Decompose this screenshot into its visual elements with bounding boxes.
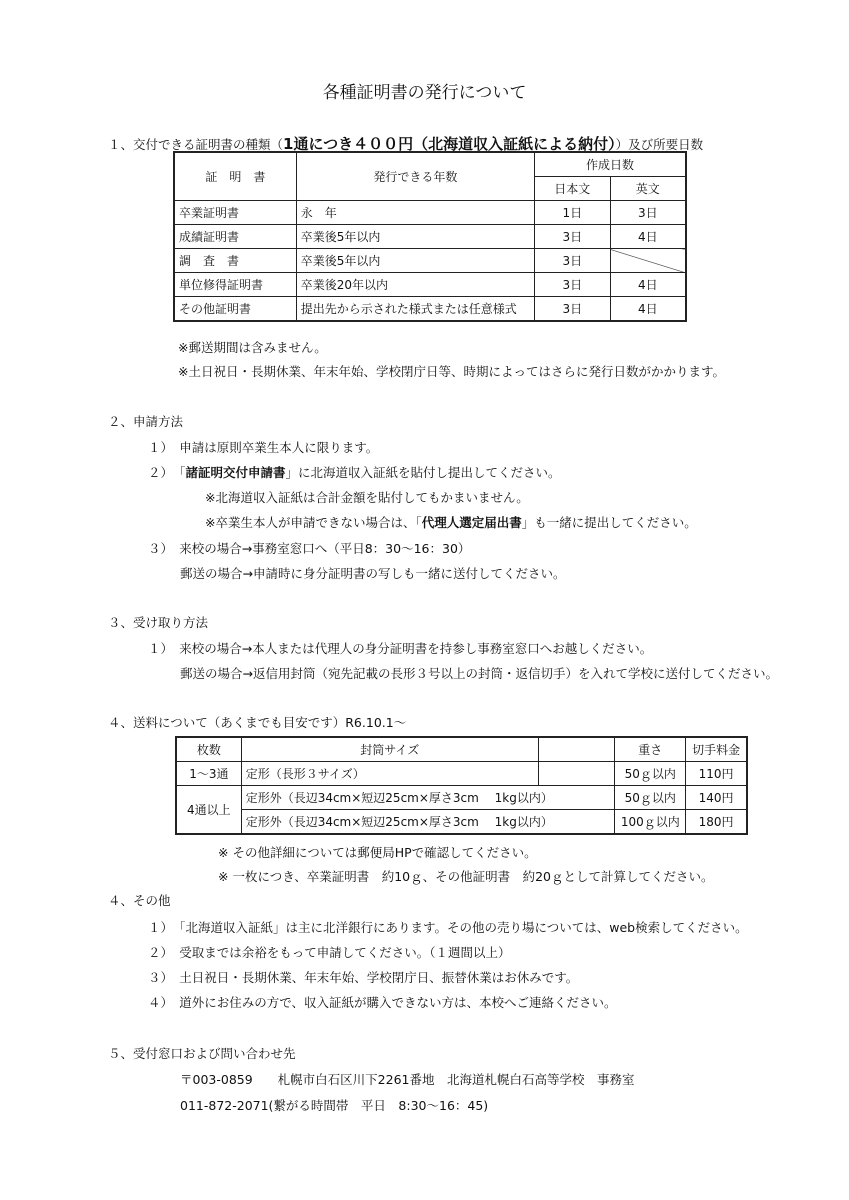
table-row <box>174 273 686 297</box>
note-shipping-excluded: ※郵送期間は含みません。 <box>178 340 327 355</box>
cert-days-en-na <box>610 249 686 273</box>
cert-years: 永 年 <box>296 201 534 225</box>
postage-table <box>175 736 748 835</box>
cert-name: 調 査 書 <box>174 249 296 273</box>
table-row <box>174 201 686 225</box>
table-row <box>174 249 686 273</box>
header-count: 枚数 <box>176 737 241 762</box>
cert-days-jp: 3日 <box>535 249 610 273</box>
count-cell: 4通以上 <box>176 786 241 835</box>
cert-name: 単位修得証明書 <box>174 273 296 297</box>
section-4-heading: ４、送料について（あくまでも目安です）R6.10.1～ <box>108 715 407 730</box>
weight-cell: 50ｇ以内 <box>615 786 686 810</box>
cert-years: 卒業後5年以内 <box>296 249 534 273</box>
note-holidays: ※土日祝日・長期休業、年末年始、学校閉庁日等、時期によってはさらに発行日数がかかります。 <box>178 364 725 379</box>
apply-note-2-post: 」も一緒に提出してください。 <box>521 515 697 530</box>
apply-item-1: １） 申請は原則卒業生本人に限ります。 <box>148 440 379 455</box>
cert-days-en: 4日 <box>610 225 686 249</box>
certificate-table <box>173 151 687 322</box>
apply-item-2-post: 」に北海道収入証紙を貼付し提出してください。 <box>285 465 561 480</box>
cert-name: 成績証明書 <box>174 225 296 249</box>
section-1-prefix: １、交付できる証明書の種類（ <box>108 137 284 152</box>
fee-cell: 180円 <box>686 810 747 835</box>
other-item-4: ４） 道外にお住みの方で、収入証紙が購入できない方は、本校へご連絡ください。 <box>148 995 617 1010</box>
header-certificate: 証 明 書 <box>174 152 296 201</box>
cert-days-jp: 1日 <box>535 201 610 225</box>
cert-years: 卒業後20年以内 <box>296 273 534 297</box>
size-cell: 定形外（長辺34cm×短辺25cm×厚さ3cm 1kg以内） <box>241 810 615 835</box>
cert-years: 卒業後5年以内 <box>296 225 534 249</box>
table-row <box>176 810 747 835</box>
section-3-heading: ３、受け取り方法 <box>108 615 209 630</box>
application-form-name: 諸証明交付申請書 <box>185 465 286 480</box>
section-other-heading: ４、その他 <box>108 893 171 908</box>
contact-address: 〒003-0859 札幌市白石区川下2261番地 北海道札幌白石高等学校 事務室 <box>180 1072 635 1087</box>
apply-note-2-pre: ※卒業生本人が申請できない場合は、「 <box>205 515 422 530</box>
weight-cell: 50ｇ以内 <box>615 762 686 786</box>
apply-note-2 <box>205 513 697 531</box>
apply-item-2 <box>148 463 561 481</box>
section-2-heading: ２、申請方法 <box>108 414 184 429</box>
fee-text: 1通につき４００円（北海道収入証紙による納付） <box>283 135 616 153</box>
count-cell: 1～3通 <box>176 762 241 786</box>
header-blank <box>538 737 615 762</box>
fee-cell: 110円 <box>686 762 747 786</box>
cert-name: その他証明書 <box>174 297 296 322</box>
size-cell: 定形（長形３サイズ） <box>241 762 538 786</box>
contact-phone: 011-872-2071(繋がる時間帯 平日 8:30～16：45) <box>180 1098 489 1113</box>
weight-cell: 100ｇ以内 <box>615 810 686 835</box>
table-row <box>176 762 747 786</box>
header-stamp-fee: 切手料金 <box>686 737 747 762</box>
page-title: 各種証明書の発行について <box>322 83 527 103</box>
header-days: 作成日数 <box>535 152 686 177</box>
apply-item-3b: 郵送の場合→申請時に身分証明書の写しも一緒に送付してください。 <box>180 566 566 581</box>
cert-years: 提出先から示された様式または任意様式 <box>296 297 534 322</box>
cert-days-jp: 3日 <box>535 225 610 249</box>
fee-cell: 140円 <box>686 786 747 810</box>
header-english: 英文 <box>610 177 686 201</box>
other-item-3: ３） 土日祝日・長期休業、年末年始、学校閉庁日、振替休業はお休みです。 <box>148 970 579 985</box>
section-5-heading: ５、受付窓口および問い合わせ先 <box>108 1046 296 1061</box>
section-1-suffix: ）及び所要日数 <box>615 137 704 152</box>
apply-note-1: ※北海道収入証紙は合計金額を貼付してもかまいません。 <box>205 490 529 505</box>
size-cell: 定形外（長辺34cm×短辺25cm×厚さ3cm 1kg以内） <box>241 786 615 810</box>
cert-days-en: 3日 <box>610 201 686 225</box>
postage-note-2: ※ 一枚につき、卒業証明書 約10ｇ、その他証明書 約20ｇとして計算してください。 <box>218 869 714 884</box>
apply-item-2-pre: ２） 「 <box>148 465 186 480</box>
table-row <box>176 786 747 810</box>
cert-days-en: 4日 <box>610 273 686 297</box>
blank-cell <box>538 762 615 786</box>
receive-item-1: １） 来校の場合→本人または代理人の身分証明書を持参し事務室窓口へお越しください。 <box>148 641 653 656</box>
table-row <box>174 297 686 322</box>
cert-name: 卒業証明書 <box>174 201 296 225</box>
header-japanese: 日本文 <box>535 177 610 201</box>
cert-days-jp: 3日 <box>535 297 610 322</box>
other-item-1: １） 「北海道収入証紙」は主に北洋銀行にあります。その他の売り場については、web検索してください。 <box>148 920 748 935</box>
header-years: 発行できる年数 <box>296 152 534 201</box>
apply-item-3: ３） 来校の場合→事務室窓口へ（平日8：30～16：30） <box>148 541 471 556</box>
table-row <box>174 225 686 249</box>
other-item-2: ２） 受取までは余裕をもって申請してください。（１週間以上） <box>148 945 511 960</box>
proxy-form-name: 代理人選定届出書 <box>421 515 522 530</box>
cert-days-jp: 3日 <box>535 273 610 297</box>
receive-item-1b: 郵送の場合→返信用封筒（宛先記載の長形３号以上の封筒・返信切手）を入れて学校に送付してください。 <box>180 666 778 681</box>
header-weight: 重さ <box>615 737 686 762</box>
header-envelope-size: 封筒サイズ <box>241 737 538 762</box>
cert-days-en: 4日 <box>610 297 686 322</box>
postage-note-1: ※ その他詳細については郵便局HPで確認してください。 <box>218 845 537 860</box>
